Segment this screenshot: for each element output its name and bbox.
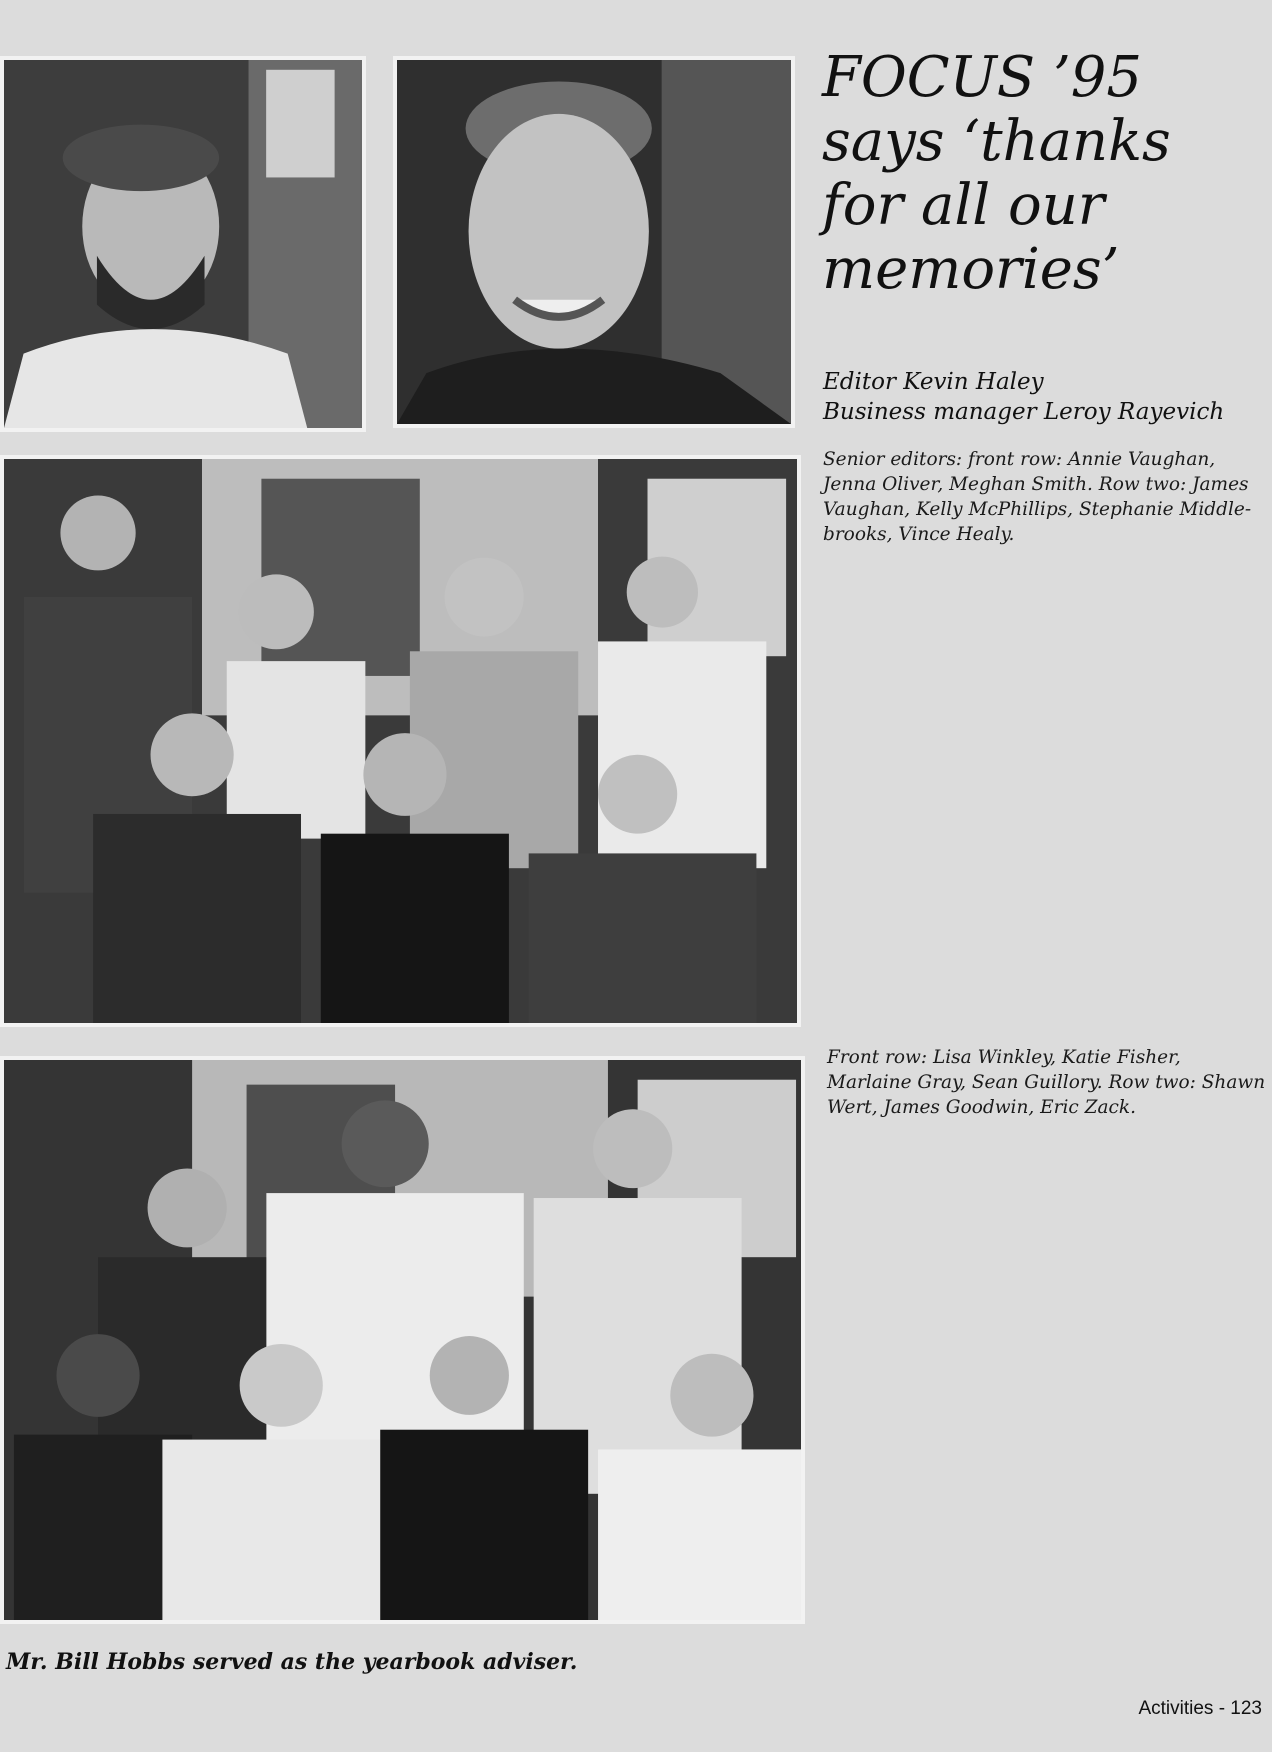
page-folio: Activities - 123 (1138, 1698, 1262, 1719)
caption-staff-group: Front row: Lisa Winkley, Katie Fisher, Marlaine Gray, Sean Guillory. Row two: Shawn Wert, James Goodwin, Eric Zack. (827, 1047, 1266, 1118)
photo-staff-group (0, 1056, 805, 1624)
staff-credits (823, 367, 1263, 427)
page-headline (822, 46, 1262, 302)
editor-credit: Editor Kevin Haley (823, 369, 1044, 395)
photo-business-manager-portrait (393, 56, 795, 428)
caption-senior-editors: Senior editors: front row: Annie Vaughan, Jenna Oliver, Meghan Smith. Row two: James Vaughan, Kelly McPhillips, Stephanie Middle- brooks, Vince Healy. (823, 449, 1252, 545)
photo-editor-portrait (0, 56, 366, 432)
business-manager-credit: Business manager Leroy Rayevich (823, 399, 1225, 425)
headline-line: for all our (822, 173, 1105, 238)
headline-line: says ‘thanks (822, 109, 1171, 174)
photo-senior-editors-group (0, 455, 801, 1027)
headline-line: memories’ (822, 237, 1120, 302)
caption-adviser: Mr. Bill Hobbs served as the yearbook adviser. (6, 1649, 578, 1675)
headline-line: FOCUS ’95 (822, 45, 1143, 110)
